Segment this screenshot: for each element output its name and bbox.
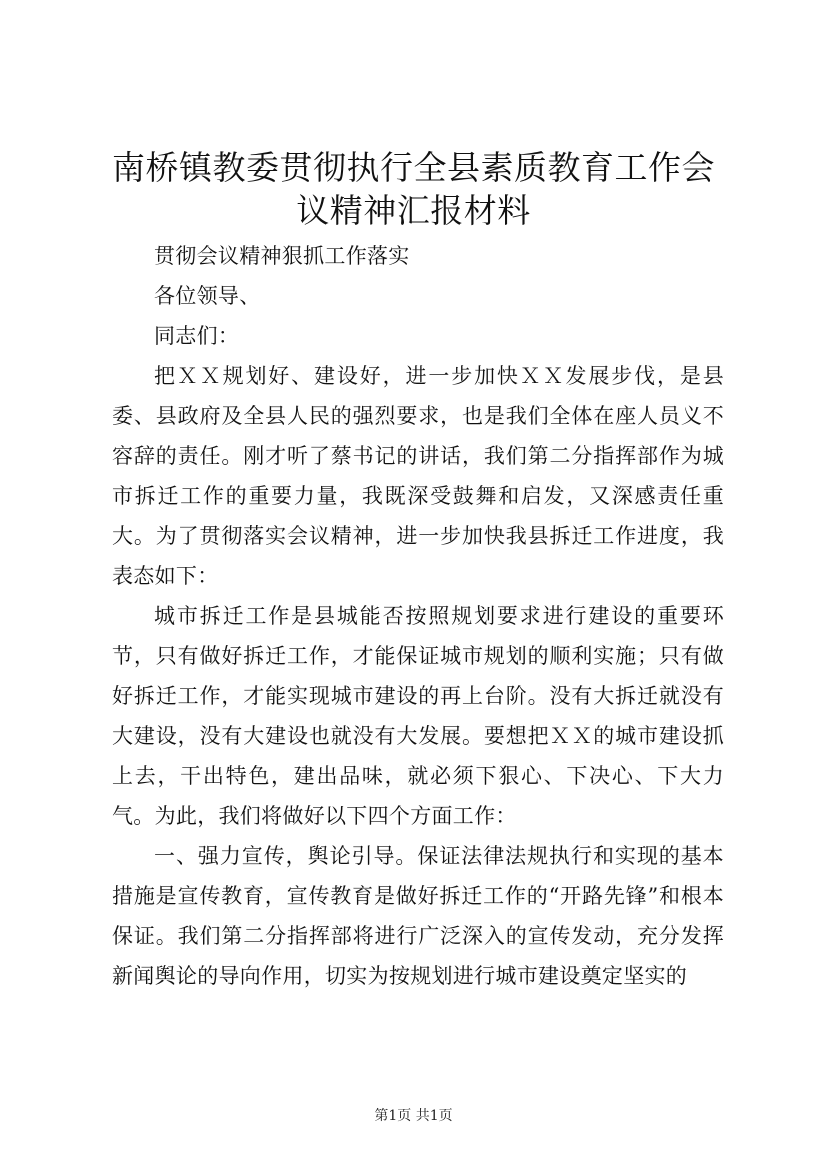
paragraph-point-one: 一、强力宣传，舆论引导。保证法律法规执行和实现的基本措施是宣传教育，宣传教育是做好拆迁工作的“开路先锋”和根本保证。我们第二分指挥部将进行广泛深入的宣传发动，充分发挥新闻舆论的导向作用，切实为按规划进行城市建设奠定坚实的 xyxy=(112,844,724,988)
page-footer: 第1页 共1页 xyxy=(374,1108,453,1124)
document-body xyxy=(112,236,724,996)
paragraph-salutation-comrades: 同志们： xyxy=(154,324,240,348)
document-title: 南桥镇教委贯彻执行全县素质教育工作会议精神汇报材料 xyxy=(112,148,715,230)
paragraph-demolition-importance: 城市拆迁工作是县城能否按照规划要求进行建设的重要环节，只有做好拆迁工作，才能保证城市规划的顺利实施；只有做好拆迁工作，才能实现城市建设的再上台阶。没有大拆迁就没有大建设，没有大建设也就没有大发展。要想把ＸＸ的城市建设抓上去，干出特色，建出品味，就必须下狠心、下决心、下大力气。为此，我们将做好以下四个方面工作： xyxy=(112,604,724,828)
paragraph-intro: 把ＸＸ规划好、建设好，进一步加快ＸＸ发展步伐，是县委、县政府及全县人民的强烈要求，也是我们全体在座人员义不容辞的责任。刚才听了蔡书记的讲话，我们第二分指挥部作为城市拆迁工作的重要力量，我既深受鼓舞和启发，又深感责任重大。为了贯彻落实会议精神，进一步加快我县拆迁工作进度，我表态如下： xyxy=(112,364,724,588)
paragraph-salutation-leaders: 各位领导、 xyxy=(154,284,261,308)
paragraph-subtitle: 贯彻会议精神狠抓工作落实 xyxy=(154,244,410,268)
